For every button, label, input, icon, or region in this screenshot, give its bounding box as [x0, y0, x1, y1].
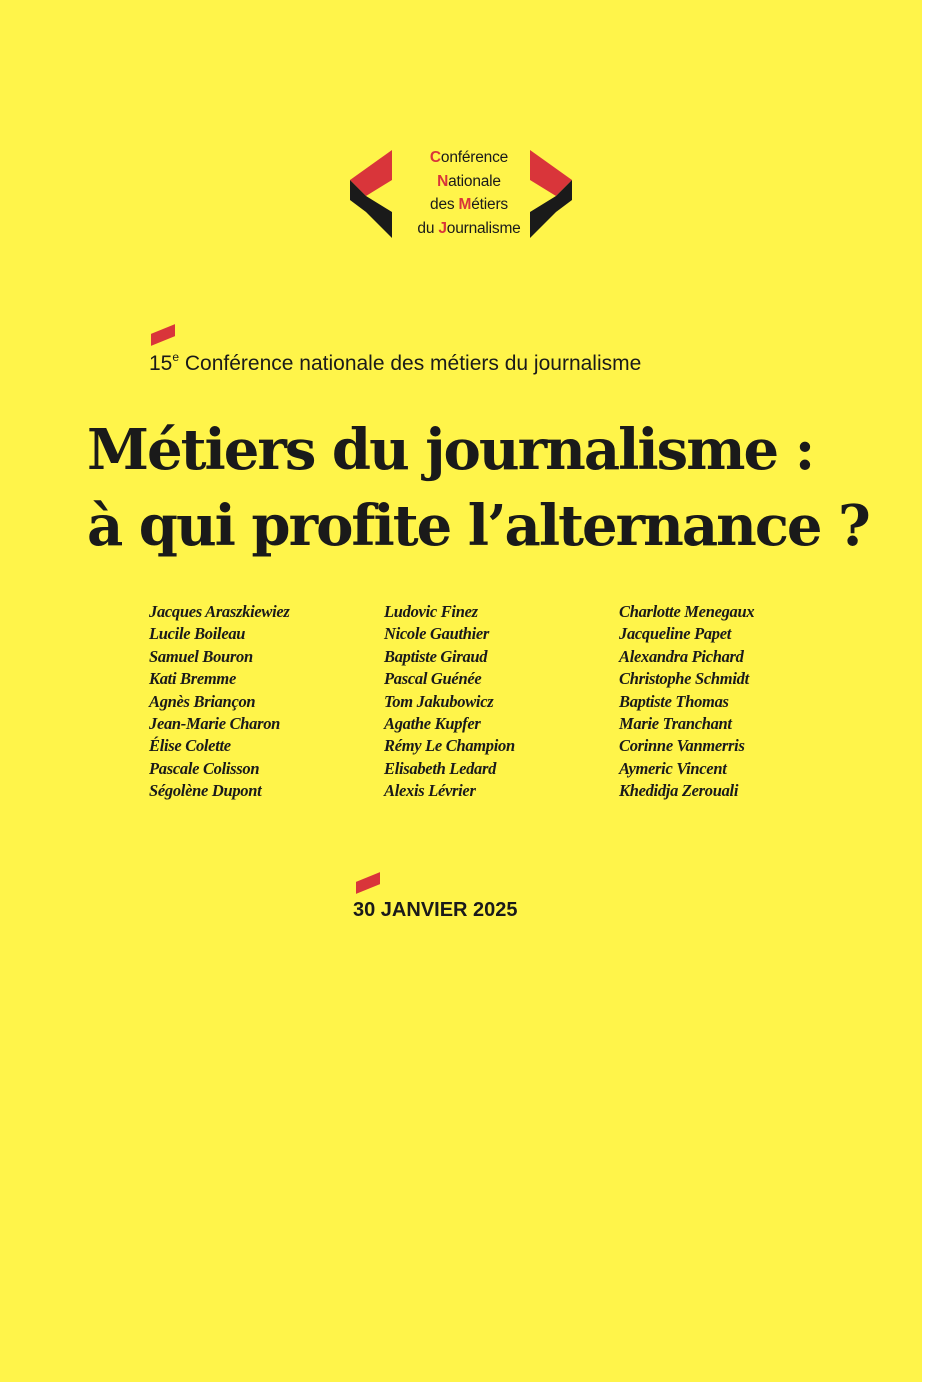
- author-name: Alexandra Pichard: [619, 646, 744, 666]
- logo-text: [414, 146, 524, 240]
- cnmj-logo: [348, 140, 574, 240]
- author-name: Élise Colette: [149, 736, 231, 756]
- title-line-1: Métiers du journalisme :: [87, 417, 814, 483]
- author-name: Aymeric Vincent: [619, 758, 727, 778]
- author-name: Baptiste Giraud: [384, 646, 488, 666]
- author-name: Ludovic Finez: [384, 602, 478, 621]
- author-name: Kati Bremme: [149, 669, 236, 689]
- author-name: Lucile Boileau: [149, 624, 246, 644]
- author-name: Alexis Lévrier: [384, 781, 476, 801]
- author-name: Rémy Le Champion: [384, 736, 515, 756]
- event-date: 30 JANVIER 2025: [353, 899, 518, 921]
- accent-mark: [151, 324, 175, 346]
- author-name: Tom Jakubowicz: [384, 691, 494, 711]
- author-name: Pascal Guénée: [384, 669, 482, 689]
- author-name: Jean-Marie Charon: [149, 714, 281, 734]
- authors-column-1: [149, 601, 384, 803]
- title-line-2: à qui profite l’alternance ?: [87, 493, 869, 559]
- logo-line: Nationale: [437, 172, 501, 190]
- authors-list: [149, 601, 854, 803]
- author-name: Agnès Briançon: [149, 691, 256, 711]
- authors-column-3: [619, 601, 854, 803]
- author-name: Corinne Vanmerris: [619, 736, 745, 756]
- authors-column-2: [384, 601, 619, 803]
- author-name: Pascale Colisson: [149, 758, 260, 778]
- author-name: Marie Tranchant: [619, 714, 732, 734]
- author-name: Elisabeth Ledard: [384, 758, 497, 778]
- logo-line: du Journalisme: [417, 219, 521, 237]
- author-name: Nicole Gauthier: [384, 624, 490, 644]
- document-title: [87, 412, 907, 564]
- author-name: Agathe Kupfer: [384, 714, 481, 734]
- author-name: Baptiste Thomas: [619, 691, 729, 711]
- conference-subtitle: 15e Conférence nationale des métiers du journalisme: [149, 350, 642, 375]
- author-name: Ségolène Dupont: [149, 781, 262, 801]
- accent-mark: [356, 872, 380, 894]
- author-name: Christophe Schmidt: [619, 669, 749, 689]
- logo-line: des Métiers: [430, 196, 508, 213]
- author-name: Khedidja Zerouali: [619, 781, 739, 801]
- author-name: Jacqueline Papet: [619, 624, 732, 644]
- author-name: Samuel Bouron: [149, 646, 253, 666]
- author-name: Jacques Araszkiewiez: [149, 602, 290, 621]
- logo-line: Conférence: [429, 149, 509, 166]
- author-name: Charlotte Menegaux: [619, 602, 755, 621]
